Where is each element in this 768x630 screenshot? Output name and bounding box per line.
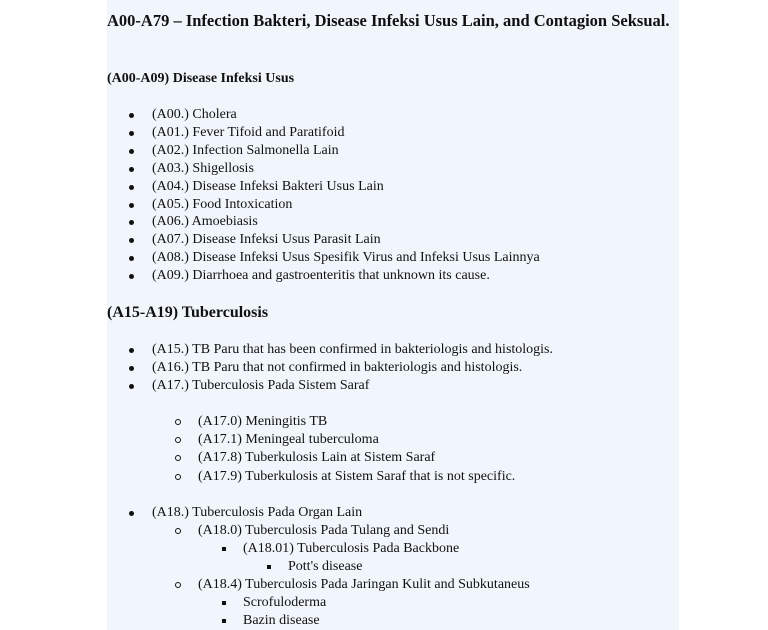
bullet-icon (129, 366, 134, 371)
circle-bullet-icon (175, 582, 181, 588)
circle-bullet-icon (175, 474, 181, 480)
bullet-icon (129, 220, 134, 225)
bullet-icon (129, 384, 134, 389)
bullet-icon (129, 274, 134, 279)
section-heading-intestinal: (A00-A09) Disease Infeksi Usus (107, 71, 295, 86)
circle-bullet-icon (175, 528, 181, 534)
bullet-icon (129, 131, 134, 136)
square-bullet-icon (222, 547, 226, 551)
bullet-icon (129, 167, 134, 172)
document-page: A00-A79 – Infection Bakteri, Disease Infeksi Usus Lain, and Contagion Seksual. (A00-A09) Disease Infeksi Usus (A00.) Cholera (A01.) Fever Tifoid and Paratifoid (A02.) Infection Salmonella Lain (A03.) Shigellosis (A04.) Disease Infeksi Bakteri Usus Lain (A05.) Food Intoxication (A06.) Amoebiasis (A07.) Disease Infeksi Usus Parasit Lain (A08.) Disease Infeksi Usus Spesifik Virus and Infeksi Usus Lainnya (A09.) Diarrhoea and gastroenteritis that unknown its cause. (A15-A19) Tuberculosis (A15.) TB Paru that has been confirmed in bakteriologis and histologis. (A16.) TB Paru that not confirmed in bakteriologis and histologis. (A17.) Tuberculosis Pada Sistem Saraf (A17.0) Meningitis TB (A17.1) Meningeal tuberculoma (A17.8) Tuberkulosis Lain at Sistem Saraf (A17.9) Tuberkulosis at Sistem Saraf that is not specific. (A18.) Tuberculosis Pada Organ Lain (A18.0) Tuberculosis Pada Tulang and Sendi (A18.01) Tuberculosis Pada Backbone Pott's disease (A18.4) Tuberculosis Pada Jaringan Kulit and Subkutaneus Scrofuloderma Bazin disease (107, 0, 679, 630)
circle-bullet-icon (175, 437, 181, 443)
bullet-icon (129, 348, 134, 353)
bullet-icon (129, 238, 134, 243)
bullet-icon (129, 511, 134, 516)
bullet-icon (129, 113, 134, 118)
circle-bullet-icon (175, 455, 181, 461)
circle-bullet-icon (175, 419, 181, 425)
page-title: A00-A79 – Infection Bakteri, Disease Infeksi Usus Lain, and Contagion Seksual. (107, 11, 670, 30)
bullet-icon (129, 149, 134, 154)
square-bullet-icon (222, 619, 226, 623)
bullet-icon (129, 203, 134, 208)
square-bullet-icon (222, 601, 226, 605)
bullet-icon (129, 256, 134, 261)
bullet-icon (129, 185, 134, 190)
section-heading-tuberculosis: (A15-A19) Tuberculosis (107, 304, 269, 321)
square-bullet-icon (267, 565, 271, 569)
